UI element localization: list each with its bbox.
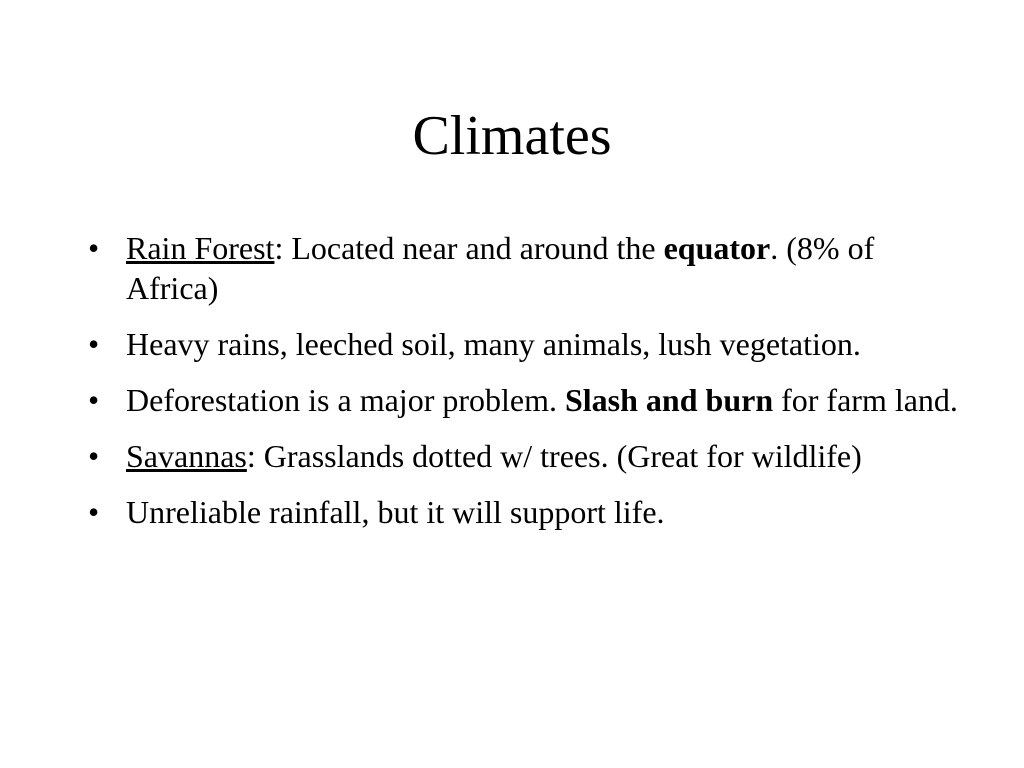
- bullet-item-unreliable-rainfall: [88, 492, 968, 532]
- term-rain-forest: Rain Forest: [126, 230, 275, 266]
- term-savannas: Savannas: [126, 438, 247, 474]
- bullet-item-savannas: [88, 436, 968, 476]
- bullet-marker: •: [88, 438, 100, 474]
- bullet-text: . (8% of Africa): [126, 230, 875, 306]
- bullet-text: : Located near and around the: [274, 230, 664, 266]
- bullet-marker: •: [88, 230, 100, 266]
- bullet-marker: •: [88, 382, 100, 418]
- slide-title: Climates: [412, 105, 612, 167]
- emphasis-slash-and-burn: Slash and burn: [564, 382, 774, 418]
- bullet-text: : Grasslands dotted w/ trees. (Great for wildlife): [246, 438, 862, 474]
- bullet-text: Deforestation is a major problem.: [126, 382, 565, 418]
- emphasis-equator: equator: [663, 230, 771, 266]
- bullet-text: for farm land.: [773, 382, 958, 418]
- bullet-marker: •: [88, 326, 100, 362]
- bullet-text: Unreliable rainfall, but it will support life.: [126, 494, 665, 530]
- bullet-item-heavy-rains: [88, 324, 968, 364]
- bullet-marker: •: [88, 494, 100, 530]
- bullet-list: [88, 228, 968, 548]
- bullet-item-rain-forest: [88, 228, 968, 308]
- bullet-text: Heavy rains, leeched soil, many animals, lush vegetation.: [126, 326, 861, 362]
- bullet-item-deforestation: [88, 380, 968, 420]
